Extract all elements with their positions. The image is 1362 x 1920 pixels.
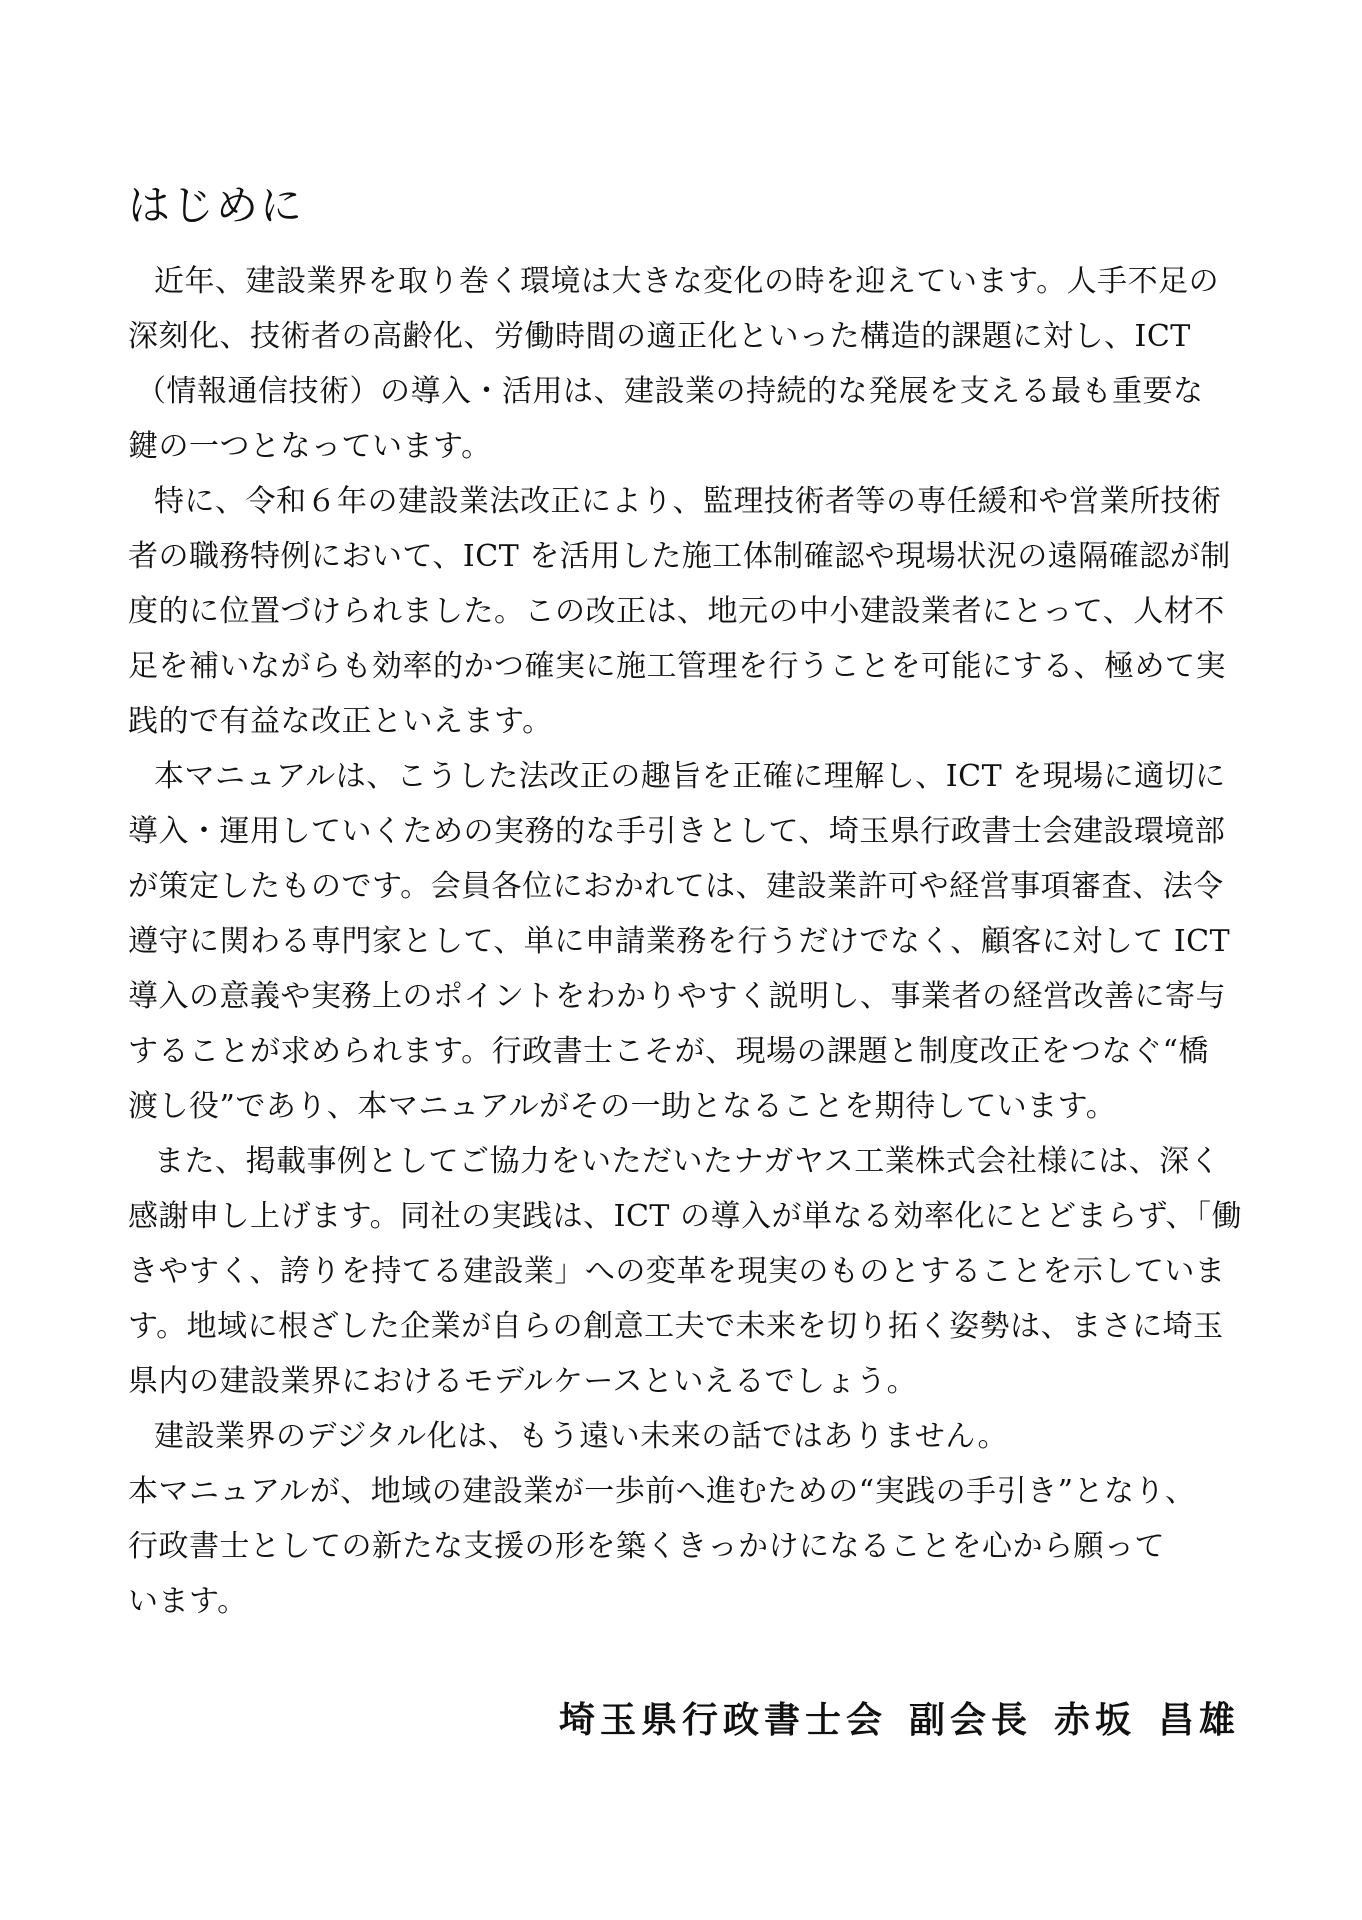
signature-surname: 赤坂: [1053, 1699, 1136, 1741]
paragraph-line: 本マニュアルが、地域の建設業が一歩前へ進むための“実践の手引き”となり、: [128, 1474, 1196, 1509]
paragraph-line: 特に、令和６年の建設業法改正により、監理技術者等の専任緩和や営業所技術: [154, 484, 1222, 519]
paragraph-line: 践的で有益な改正といえます。: [128, 704, 553, 739]
paragraph-line: 鍵の一つとなっています。: [128, 429, 492, 464]
paragraph-line: また、掲載事例としてご協力をいただいたナガヤス工業株式会社様には、深く: [154, 1144, 1221, 1179]
paragraph-line: 建設業界のデジタル化は、もう遠い未来の話ではありません。: [154, 1419, 1008, 1454]
paragraph-line: 近年、建設業界を取り巻く環境は大きな変化の時を迎えています。人手不足の: [154, 264, 1220, 299]
signature-position: 副会長: [908, 1699, 1032, 1741]
signature: [559, 1690, 1240, 1750]
signature-organization: 埼玉県行政書士会: [558, 1699, 887, 1741]
page-title: はじめに: [128, 181, 305, 230]
paragraph-line: 遵守に関わる専門家として、単に申請業務を行うだけでなく、顧客に対して ICT: [128, 924, 1231, 959]
paragraph-line: 深刻化、技術者の高齢化、労働時間の適正化といった構造的課題に対し、ICT: [128, 319, 1191, 354]
paragraph-line: 行政書士としての新たな支援の形を築くきっかけになることを心から願って: [128, 1529, 1165, 1564]
paragraph-line: 度的に位置づけられました。この改正は、地元の中小建設業者にとって、人材不: [128, 594, 1225, 629]
paragraph-line: 導入・運用していくための実務的な手引きとして、埼玉県行政書士会建設環境部: [128, 814, 1226, 849]
paragraph-line: 足を補いながらも効率的かつ確実に施工管理を行うことを可能にする、極めて実: [128, 649, 1226, 684]
paragraph-line: が策定したものです。会員各位におかれては、建設業許可や経営事項審査、法令: [128, 869, 1224, 904]
paragraph-line: います。: [128, 1584, 248, 1619]
paragraph-line: す。地域に根ざした企業が自らの創意工夫で未来を切り拓く姿勢は、まさに埼玉: [128, 1309, 1224, 1344]
paragraph-line: 感謝申し上げます。同社の実践は、ICT の導入が単なる効率化にとどまらず、「働: [128, 1199, 1243, 1234]
paragraph-line: することが求められます。行政書士こそが、現場の課題と制度改正をつなぐ“橋: [128, 1034, 1209, 1069]
paragraph-line: 者の職務特例において、ICT を活用した施工体制確認や現場状況の遠隔確認が制: [128, 539, 1231, 574]
paragraph-line: 導入の意義や実務上のポイントをわかりやすく説明し、事業者の経営改善に寄与: [128, 979, 1226, 1014]
paragraph-line: きやすく、誇りを持てる建設業」への変革を現実のものとすることを示していま: [128, 1254, 1226, 1289]
body-text: [128, 254, 1288, 1629]
paragraph-line: （情報通信技術）の導入・活用は、建設業の持続的な発展を支える最も重要な: [136, 374, 1204, 409]
paragraph-line: 県内の建設業界におけるモデルケースといえるでしょう。: [128, 1364, 918, 1399]
paragraph-line: 渡し役”であり、本マニュアルがその一助となることを期待しています。: [128, 1089, 1117, 1124]
signature-given-name: 昌雄: [1157, 1699, 1240, 1741]
paragraph-line: 本マニュアルは、こうした法改正の趣旨を正確に理解し、ICT を現場に適切に: [154, 759, 1226, 794]
